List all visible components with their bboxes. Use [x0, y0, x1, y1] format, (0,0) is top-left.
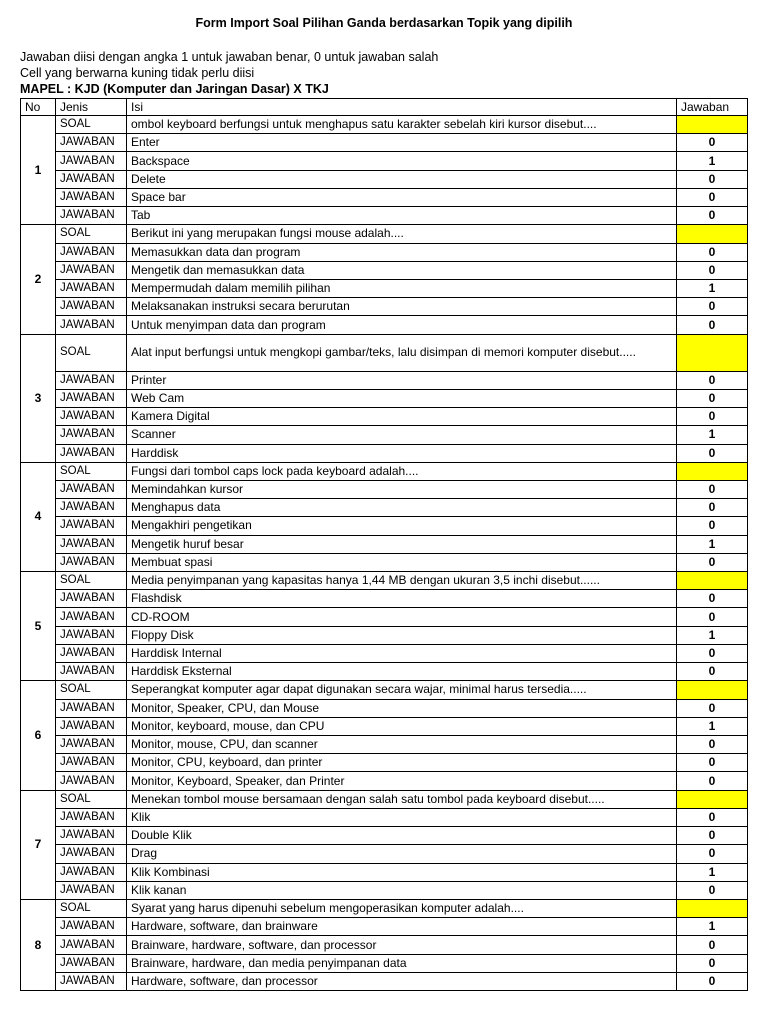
answer-option-text: Mengetik huruf besar: [127, 535, 677, 553]
answer-option-text: Kamera Digital: [127, 408, 677, 426]
jenis-soal: SOAL: [56, 572, 127, 590]
answer-key-value[interactable]: 0: [677, 499, 748, 517]
answer-key-cell-blank: [677, 899, 748, 917]
answer-option-text: Double Klik: [127, 827, 677, 845]
answer-row: [21, 535, 748, 553]
answer-option-text: Printer: [127, 371, 677, 389]
answer-row: [21, 644, 748, 662]
answer-option-text: Drag: [127, 845, 677, 863]
answer-option-text: Memasukkan data dan program: [127, 243, 677, 261]
answer-option-text: Klik kanan: [127, 881, 677, 899]
answer-key-value[interactable]: 0: [677, 444, 748, 462]
answer-option-text: Enter: [127, 134, 677, 152]
answer-option-text: Monitor, Keyboard, Speaker, dan Printer: [127, 772, 677, 790]
jenis-jawaban: JAWABAN: [56, 608, 127, 626]
jenis-jawaban: JAWABAN: [56, 699, 127, 717]
answer-row: [21, 279, 748, 297]
answer-row: [21, 408, 748, 426]
jenis-jawaban: JAWABAN: [56, 918, 127, 936]
jenis-jawaban: JAWABAN: [56, 371, 127, 389]
answer-option-text: Brainware, hardware, software, dan processor: [127, 936, 677, 954]
answer-option-text: Space bar: [127, 188, 677, 206]
answer-row: [21, 663, 748, 681]
jenis-jawaban: JAWABAN: [56, 553, 127, 571]
header-row: [21, 99, 748, 116]
question-row: [21, 790, 748, 808]
answer-row: [21, 261, 748, 279]
answer-key-value[interactable]: 0: [677, 972, 748, 990]
answer-option-text: Harddisk: [127, 444, 677, 462]
answer-key-value[interactable]: 0: [677, 207, 748, 225]
answer-key-value[interactable]: 0: [677, 954, 748, 972]
answer-row: [21, 717, 748, 735]
jenis-jawaban: JAWABAN: [56, 408, 127, 426]
answer-option-text: Hardware, software, dan processor: [127, 972, 677, 990]
answer-row: [21, 699, 748, 717]
answer-option-text: Mempermudah dalam memilih pilihan: [127, 279, 677, 297]
answer-option-text: Backspace: [127, 152, 677, 170]
answer-row: [21, 389, 748, 407]
answer-key-cell-blank: [677, 116, 748, 134]
jenis-jawaban: JAWABAN: [56, 279, 127, 297]
question-text: Media penyimpanan yang kapasitas hanya 1,44 MB dengan ukuran 3,5 inchi disebut......: [127, 572, 677, 590]
answer-key-value[interactable]: 0: [677, 736, 748, 754]
jenis-jawaban: JAWABAN: [56, 535, 127, 553]
answer-key-value[interactable]: 0: [677, 316, 748, 334]
answer-row: [21, 517, 748, 535]
jenis-jawaban: JAWABAN: [56, 663, 127, 681]
answer-row: [21, 827, 748, 845]
answer-row: [21, 134, 748, 152]
answer-row: [21, 608, 748, 626]
answer-option-text: Monitor, Speaker, CPU, dan Mouse: [127, 699, 677, 717]
jenis-jawaban: JAWABAN: [56, 426, 127, 444]
answer-key-value[interactable]: 0: [677, 845, 748, 863]
answer-key-value[interactable]: 0: [677, 644, 748, 662]
answer-key-value[interactable]: 0: [677, 517, 748, 535]
answer-key-value[interactable]: 0: [677, 480, 748, 498]
answer-option-text: Klik: [127, 808, 677, 826]
jenis-jawaban: JAWABAN: [56, 207, 127, 225]
answer-row: [21, 499, 748, 517]
jenis-jawaban: JAWABAN: [56, 736, 127, 754]
question-number: 4: [21, 462, 56, 571]
answer-option-text: Membuat spasi: [127, 553, 677, 571]
answer-option-text: Klik Kombinasi: [127, 863, 677, 881]
jenis-jawaban: JAWABAN: [56, 845, 127, 863]
header-jenis: Jenis: [56, 99, 127, 116]
jenis-jawaban: JAWABAN: [56, 827, 127, 845]
question-table: [20, 98, 748, 991]
header-no: No: [21, 99, 56, 116]
jenis-jawaban: JAWABAN: [56, 863, 127, 881]
answer-option-text: Scanner: [127, 426, 677, 444]
answer-key-value[interactable]: 1: [677, 152, 748, 170]
jenis-soal: SOAL: [56, 462, 127, 480]
answer-key-value[interactable]: 0: [677, 243, 748, 261]
jenis-jawaban: JAWABAN: [56, 170, 127, 188]
answer-option-text: Monitor, keyboard, mouse, dan CPU: [127, 717, 677, 735]
answer-option-text: Memindahkan kursor: [127, 480, 677, 498]
jenis-soal: SOAL: [56, 334, 127, 371]
answer-option-text: Melaksanakan instruksi secara berurutan: [127, 298, 677, 316]
question-number: 7: [21, 790, 56, 899]
answer-row: [21, 444, 748, 462]
jenis-soal: SOAL: [56, 225, 127, 243]
answer-option-text: Tab: [127, 207, 677, 225]
jenis-jawaban: JAWABAN: [56, 808, 127, 826]
answer-key-cell-blank: [677, 462, 748, 480]
jenis-jawaban: JAWABAN: [56, 499, 127, 517]
answer-key-value[interactable]: 0: [677, 754, 748, 772]
answer-row: [21, 936, 748, 954]
jenis-jawaban: JAWABAN: [56, 754, 127, 772]
answer-key-value[interactable]: 1: [677, 279, 748, 297]
jenis-jawaban: JAWABAN: [56, 298, 127, 316]
jenis-soal: SOAL: [56, 899, 127, 917]
answer-row: [21, 553, 748, 571]
answer-key-cell-blank: [677, 334, 748, 371]
jenis-jawaban: JAWABAN: [56, 152, 127, 170]
answer-option-text: Web Cam: [127, 389, 677, 407]
answer-row: [21, 426, 748, 444]
answer-key-value[interactable]: 1: [677, 918, 748, 936]
answer-row: [21, 371, 748, 389]
answer-row: [21, 316, 748, 334]
header-isi: Isi: [127, 99, 677, 116]
answer-option-text: Brainware, hardware, dan media penyimpanan data: [127, 954, 677, 972]
answer-option-text: Flashdisk: [127, 590, 677, 608]
note-yellow-cells: Cell yang berwarna kuning tidak perlu diisi: [20, 66, 255, 80]
jenis-jawaban: JAWABAN: [56, 881, 127, 899]
question-row: [21, 225, 748, 243]
answer-row: [21, 626, 748, 644]
jenis-jawaban: JAWABAN: [56, 134, 127, 152]
question-text: Syarat yang harus dipenuhi sebelum mengoperasikan komputer adalah....: [127, 899, 677, 917]
answer-key-value[interactable]: 0: [677, 936, 748, 954]
jenis-jawaban: JAWABAN: [56, 480, 127, 498]
question-row: [21, 462, 748, 480]
jenis-jawaban: JAWABAN: [56, 389, 127, 407]
answer-key-value[interactable]: 0: [677, 772, 748, 790]
answer-key-value[interactable]: 1: [677, 626, 748, 644]
answer-row: [21, 845, 748, 863]
answer-row: [21, 243, 748, 261]
answer-key-value[interactable]: 0: [677, 663, 748, 681]
answer-row: [21, 863, 748, 881]
mapel-line: MAPEL : KJD (Komputer dan Jaringan Dasar) X TKJ: [20, 82, 329, 96]
jenis-jawaban: JAWABAN: [56, 717, 127, 735]
answer-option-text: Monitor, mouse, CPU, dan scanner: [127, 736, 677, 754]
jenis-jawaban: JAWABAN: [56, 444, 127, 462]
question-number: 2: [21, 225, 56, 334]
question-text: Seperangkat komputer agar dapat digunakan secara wajar, minimal harus tersedia.....: [127, 681, 677, 699]
answer-row: [21, 881, 748, 899]
answer-row: [21, 772, 748, 790]
answer-row: [21, 754, 748, 772]
answer-key-cell-blank: [677, 681, 748, 699]
question-row: [21, 681, 748, 699]
answer-row: [21, 207, 748, 225]
jenis-jawaban: JAWABAN: [56, 772, 127, 790]
answer-row: [21, 972, 748, 990]
answer-key-value[interactable]: 0: [677, 261, 748, 279]
question-text: Fungsi dari tombol caps lock pada keyboard adalah....: [127, 462, 677, 480]
answer-option-text: Delete: [127, 170, 677, 188]
jenis-jawaban: JAWABAN: [56, 590, 127, 608]
answer-row: [21, 480, 748, 498]
question-rows: [21, 116, 748, 991]
answer-key-value[interactable]: 0: [677, 608, 748, 626]
answer-option-text: Mengetik dan memasukkan data: [127, 261, 677, 279]
answer-option-text: Hardware, software, dan brainware: [127, 918, 677, 936]
question-row: [21, 334, 748, 371]
answer-option-text: Untuk menyimpan data dan program: [127, 316, 677, 334]
answer-option-text: Harddisk Eksternal: [127, 663, 677, 681]
jenis-jawaban: JAWABAN: [56, 243, 127, 261]
jenis-soal: SOAL: [56, 790, 127, 808]
question-row: [21, 116, 748, 134]
answer-option-text: Menghapus data: [127, 499, 677, 517]
answer-row: [21, 590, 748, 608]
answer-key-value[interactable]: 0: [677, 371, 748, 389]
answer-option-text: Floppy Disk: [127, 626, 677, 644]
answer-row: [21, 188, 748, 206]
header-jawaban: Jawaban: [677, 99, 748, 116]
answer-key-value[interactable]: 0: [677, 699, 748, 717]
answer-key-cell-blank: [677, 572, 748, 590]
question-text: ombol keyboard berfungsi untuk menghapus satu karakter sebelah kiri kursor disebut....: [127, 116, 677, 134]
jenis-jawaban: JAWABAN: [56, 626, 127, 644]
answer-row: [21, 298, 748, 316]
answer-row: [21, 808, 748, 826]
jenis-jawaban: JAWABAN: [56, 316, 127, 334]
form-title: Form Import Soal Pilihan Ganda berdasarkan Topik yang dipilih: [195, 16, 573, 30]
answer-key-value[interactable]: 0: [677, 881, 748, 899]
question-number: 6: [21, 681, 56, 790]
answer-row: [21, 170, 748, 188]
jenis-jawaban: JAWABAN: [56, 188, 127, 206]
answer-key-value[interactable]: 0: [677, 389, 748, 407]
answer-key-value[interactable]: 1: [677, 535, 748, 553]
jenis-jawaban: JAWABAN: [56, 261, 127, 279]
note-answer-rule: Jawaban diisi dengan angka 1 untuk jawaban benar, 0 untuk jawaban salah: [20, 50, 439, 64]
answer-row: [21, 152, 748, 170]
answer-key-value[interactable]: 1: [677, 426, 748, 444]
answer-key-value[interactable]: 0: [677, 188, 748, 206]
question-number: 1: [21, 116, 56, 225]
answer-key-value[interactable]: 0: [677, 553, 748, 571]
question-number: 8: [21, 899, 56, 990]
jenis-jawaban: JAWABAN: [56, 644, 127, 662]
answer-option-text: CD-ROOM: [127, 608, 677, 626]
answer-key-value[interactable]: 0: [677, 170, 748, 188]
jenis-soal: SOAL: [56, 681, 127, 699]
question-number: 3: [21, 334, 56, 462]
answer-key-cell-blank: [677, 225, 748, 243]
answer-key-value[interactable]: 0: [677, 808, 748, 826]
answer-key-value[interactable]: 1: [677, 717, 748, 735]
question-row: [21, 572, 748, 590]
answer-row: [21, 954, 748, 972]
jenis-soal: SOAL: [56, 116, 127, 134]
answer-row: [21, 918, 748, 936]
jenis-jawaban: JAWABAN: [56, 972, 127, 990]
answer-key-value[interactable]: 0: [677, 827, 748, 845]
answer-key-value[interactable]: 0: [677, 408, 748, 426]
answer-key-value[interactable]: 0: [677, 298, 748, 316]
question-text: Menekan tombol mouse bersamaan dengan salah satu tombol pada keyboard disebut.....: [127, 790, 677, 808]
answer-key-cell-blank: [677, 790, 748, 808]
question-row: [21, 899, 748, 917]
jenis-jawaban: JAWABAN: [56, 517, 127, 535]
question-text: Berikut ini yang merupakan fungsi mouse adalah....: [127, 225, 677, 243]
answer-key-value[interactable]: 0: [677, 134, 748, 152]
answer-option-text: Monitor, CPU, keyboard, dan printer: [127, 754, 677, 772]
jenis-jawaban: JAWABAN: [56, 954, 127, 972]
answer-option-text: Mengakhiri pengetikan: [127, 517, 677, 535]
answer-row: [21, 736, 748, 754]
answer-key-value[interactable]: 0: [677, 590, 748, 608]
question-text: Alat input berfungsi untuk mengkopi gambar/teks, lalu disimpan di memori komputer disebut.....: [127, 334, 677, 371]
answer-option-text: Harddisk Internal: [127, 644, 677, 662]
answer-key-value[interactable]: 1: [677, 863, 748, 881]
question-number: 5: [21, 572, 56, 681]
jenis-jawaban: JAWABAN: [56, 936, 127, 954]
